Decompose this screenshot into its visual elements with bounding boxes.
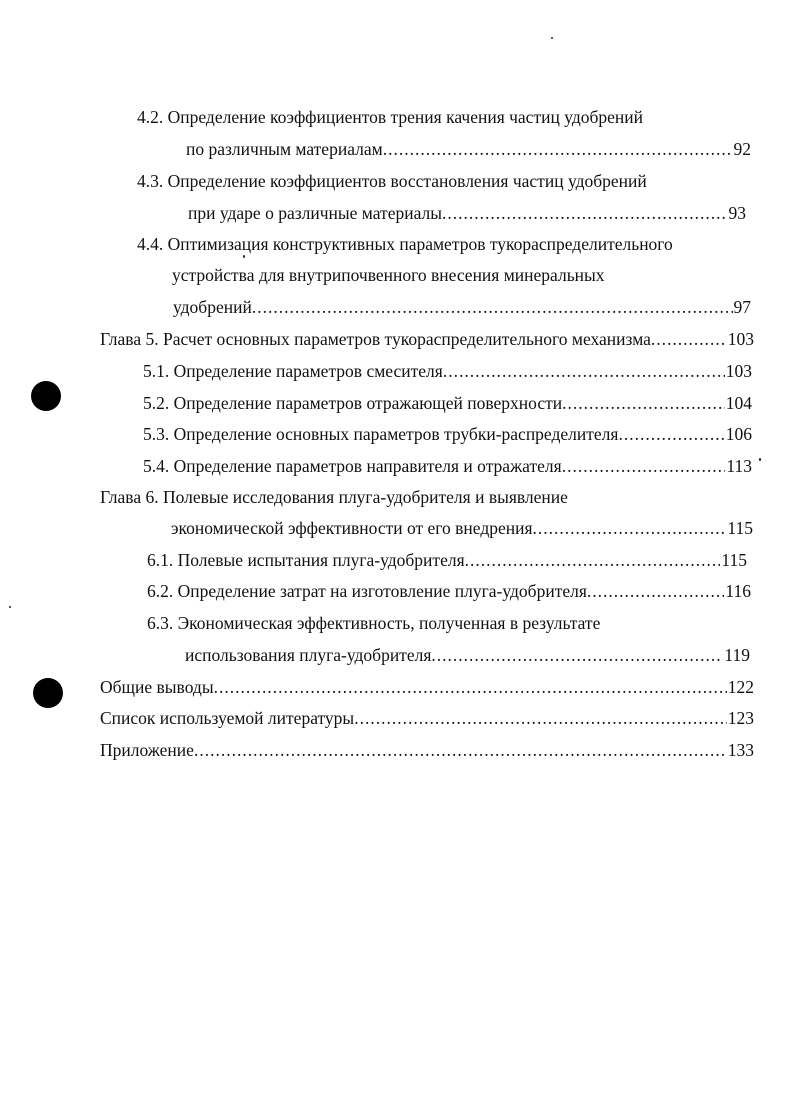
toc-entry-text: использования плуга-удобрителя xyxy=(185,645,432,665)
toc-entry xyxy=(143,357,752,385)
toc-entry-text: Глава 6. Полевые исследования плуга-удобрителя и выявление xyxy=(100,487,568,507)
toc-entry xyxy=(173,293,751,321)
toc-entry-text: 5.4. Определение параметров направителя и отражателя xyxy=(143,456,562,476)
leader-dots xyxy=(214,673,727,701)
toc-page-number: 103 xyxy=(727,329,754,349)
toc-entry xyxy=(143,389,752,417)
toc-entry-text: удобрений xyxy=(173,297,252,317)
toc-entry-text: 4.3. Определение коэффициентов восстановления частиц удобрений xyxy=(137,171,647,191)
toc-entry-text: 6.2. Определение затрат на изготовление плуга-удобрителя xyxy=(147,581,587,601)
toc-entry xyxy=(137,230,727,258)
toc-entry xyxy=(143,452,752,480)
toc-entry xyxy=(100,704,754,732)
toc-entry-text: 4.4. Оптимизация конструктивных параметров тукораспределительного xyxy=(137,234,673,254)
toc-entry xyxy=(171,514,753,542)
toc-page-number: 106 xyxy=(725,424,752,444)
scan-speck xyxy=(759,458,761,461)
toc-entry xyxy=(100,736,754,764)
toc-page-number: 104 xyxy=(725,393,752,413)
toc-page-number: 93 xyxy=(728,203,746,223)
toc-entry-text: экономической эффективности от его внедрения xyxy=(171,518,533,538)
toc-entry-text: 5.3. Определение основных параметров трубки-распределителя xyxy=(143,424,619,444)
leader-dots xyxy=(442,199,728,227)
toc-page-number: 103 xyxy=(725,361,752,381)
leader-dots xyxy=(587,577,724,605)
toc-entry xyxy=(147,609,667,637)
toc-page-number: 123 xyxy=(727,708,754,728)
toc-entry-text: устройства для внутрипочвенного внесения минеральных xyxy=(172,265,605,285)
toc-page-number: 97 xyxy=(733,297,751,317)
toc-entry xyxy=(172,261,652,289)
toc-entry xyxy=(100,673,754,701)
toc-entry-text: Список используемой литературы xyxy=(100,708,355,728)
toc-entry-text: Общие выводы xyxy=(100,677,214,697)
leader-dots xyxy=(618,420,724,448)
toc-page-number: 115 xyxy=(721,550,747,570)
leader-dots xyxy=(562,452,726,480)
leader-dots xyxy=(431,641,723,669)
toc-entry-text: Приложение xyxy=(100,740,194,760)
toc-entry xyxy=(147,546,747,574)
toc-entry-text: 5.1. Определение параметров смесителя xyxy=(143,361,443,381)
toc-entry-text: 6.3. Экономическая эффективность, полученная в результате xyxy=(147,613,601,633)
punch-hole-mark xyxy=(33,678,63,708)
leader-dots xyxy=(562,389,725,417)
toc-entry-text: 4.2. Определение коэффициентов трения качения частиц удобрений xyxy=(137,107,644,127)
toc-page-number: 115 xyxy=(727,518,753,538)
toc-entry-text: по различным материалам xyxy=(186,139,383,159)
toc-entry-text: Глава 5. Расчет основных параметров тукораспределительного механизма xyxy=(100,329,651,349)
toc-entry-text: 6.1. Полевые испытания плуга-удобрителя xyxy=(147,550,465,570)
leader-dots xyxy=(252,293,733,321)
toc-entry-text: 5.2. Определение параметров отражающей поверхности xyxy=(143,393,563,413)
toc-page-number: 116 xyxy=(725,581,751,601)
leader-dots xyxy=(443,357,725,385)
toc-page-number: 122 xyxy=(727,677,754,697)
toc-page-number: 133 xyxy=(727,740,754,760)
toc-entry xyxy=(185,641,750,669)
toc-entry-text: при ударе о различные материалы xyxy=(188,203,442,223)
leader-dots xyxy=(533,514,727,542)
toc-entry xyxy=(100,483,620,511)
toc-entry xyxy=(137,167,697,195)
leader-dots xyxy=(465,546,721,574)
scan-speck xyxy=(243,255,245,258)
toc-entry xyxy=(188,199,746,227)
toc-page-number: 92 xyxy=(733,139,751,159)
punch-hole-mark xyxy=(31,381,61,411)
scan-speck xyxy=(551,37,553,39)
toc-entry xyxy=(186,135,751,163)
leader-dots xyxy=(194,736,727,764)
leader-dots xyxy=(651,325,727,353)
leader-dots xyxy=(354,704,727,732)
toc-entry xyxy=(100,325,754,353)
scan-speck xyxy=(9,606,11,608)
toc-entry xyxy=(137,103,697,131)
toc-entry xyxy=(147,577,751,605)
toc-page-number: 119 xyxy=(724,645,750,665)
leader-dots xyxy=(383,135,733,163)
toc-page-number: 113 xyxy=(726,456,752,476)
toc-entry xyxy=(143,420,752,448)
